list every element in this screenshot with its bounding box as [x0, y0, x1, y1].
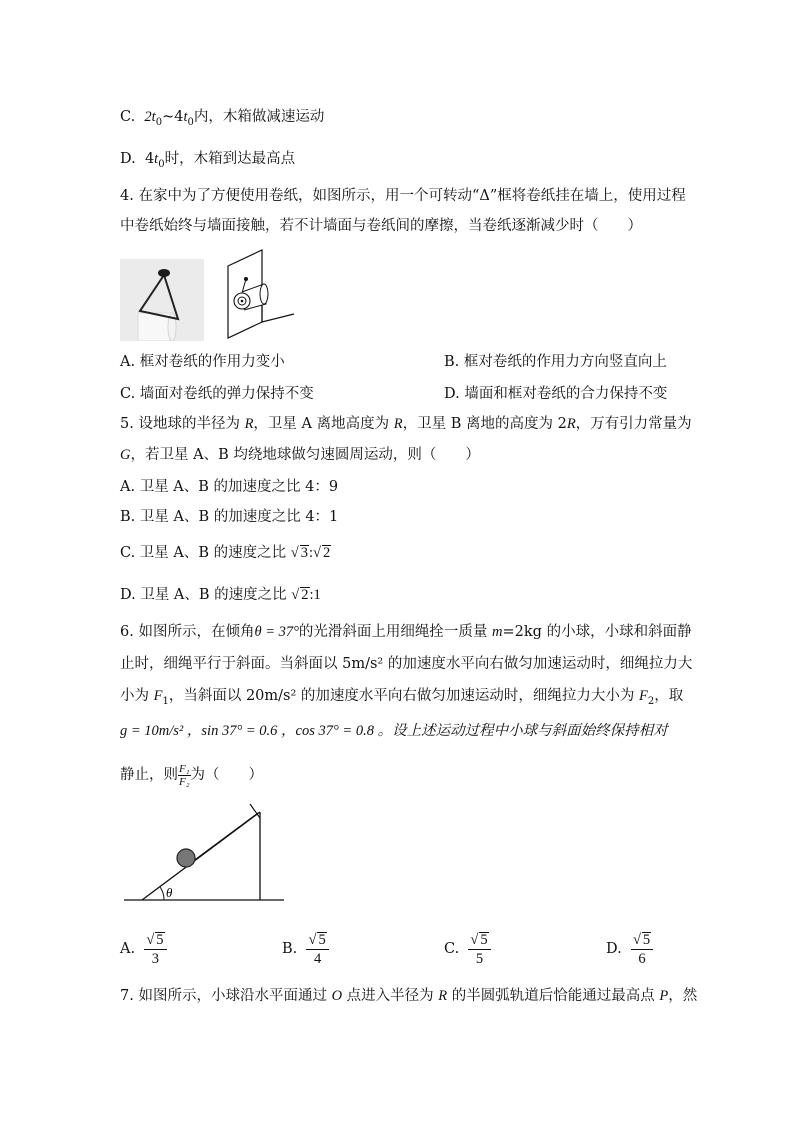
- q5-option-c: C. 卫星 A、B 的速度之比 √ 3:√ 2: [120, 545, 331, 561]
- q7-stem-line1: 7. 如图所示，小球沿水平面通过 O 点进入半径为 R 的半圆弧轨道后恰能通过最高点 P，然: [120, 988, 698, 1004]
- q4-stem-line2: 中卷纸始终与墙面接触，若不计墙面与卷纸间的摩擦，当卷纸逐渐减少时（ ）: [120, 218, 642, 234]
- q6-stem-line5: 静止，则 $\frac{\text{F₁}}{\text{F₂}}$ 为（ ）: [120, 762, 264, 788]
- sqrt5-fraction: $\frac{√ 5}{3}$: [144, 931, 166, 968]
- q4-option-a: A. 框对卷纸的作用力变小: [120, 354, 285, 370]
- f1-over-f2-fraction: $\frac{\text{F₁}}{\text{F₂}}$: [179, 762, 190, 788]
- q6-option-a: A. $\frac{√ 5}{3}$: [120, 928, 167, 970]
- q5-stem-line1: 5. 设地球的半径为 R，卫星 A 离地高度为 R，卫星 B 离地的高度为 2R，万有引力常量为: [120, 416, 692, 432]
- theta-label: θ: [166, 885, 173, 900]
- sqrt5-fraction: $\frac{√ 5}{6}$: [631, 931, 653, 968]
- q5-option-a: A. 卫星 A、B 的加速度之比 4：9: [120, 479, 339, 495]
- q6-stem-line3: 小为 $F_1$，当斜面以 20m/s² 的加速度水平向右做匀加速运动时，细绳拉力大小为 $F_2$，取: [120, 688, 684, 707]
- sqrt5-fraction: $\frac{√ 5}{5}$: [468, 931, 490, 968]
- q3-option-d: D. $4t_0$时，木箱到达最高点: [120, 151, 296, 170]
- q5-stem-line2: G，若卫星 A、B 均绕地球做匀速圆周运动，则（ ）: [120, 447, 480, 463]
- sqrt5-fraction: $\frac{√ 5}{4}$: [306, 931, 328, 968]
- q4-option-d: D. 墙面和框对卷纸的合力保持不变: [444, 386, 668, 402]
- q6-option-b: B. $\frac{√ 5}{4}$: [282, 928, 329, 970]
- roll-on-wall-diagram: [222, 248, 300, 340]
- q6-option-c: C. $\frac{√ 5}{5}$: [444, 928, 491, 970]
- q6-option-d: D. $\frac{√ 5}{6}$: [606, 928, 653, 970]
- q4-option-b: B. 框对卷纸的作用力方向竖直向上: [444, 354, 667, 370]
- q6-stem-line1: 6. 如图所示，在倾角θ = 37°的光滑斜面上用细绳拴一质量 m=2kg 的小球，小球和斜面静: [120, 624, 692, 640]
- incline-ball-diagram: [120, 800, 290, 908]
- q6-stem-line2: 止时，细绳平行于斜面。当斜面以 5m/s² 的加速度水平向右做匀加速运动时，细绳拉力大: [120, 656, 693, 672]
- q4-option-c: C. 墙面对卷纸的弹力保持不变: [120, 386, 314, 402]
- toilet-paper-holder-photo: [120, 259, 204, 341]
- q5-option-d: D. 卫星 A、B 的速度之比 √ 2:1: [120, 587, 321, 603]
- q4-stem-line1: 4. 在家中为了方便使用卷纸，如图所示，用一个可转动“Δ”框将卷纸挂在墙上，使用过程: [120, 188, 686, 204]
- q3-option-c: C. $2t_0\sim 4t_0$内，木箱做减速运动: [120, 109, 325, 128]
- q5-option-b: B. 卫星 A、B 的加速度之比 4：1: [120, 509, 339, 525]
- q6-stem-line4: g = 10m/s² ，sin 37° = 0.6 ，cos 37° = 0.8 。设上述运动过程中小球与斜面始终保持相对: [120, 723, 668, 739]
